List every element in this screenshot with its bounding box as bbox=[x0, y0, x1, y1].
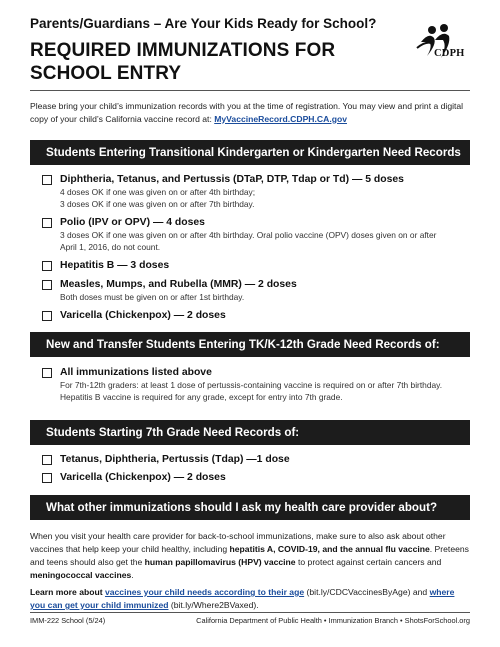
list-item bbox=[42, 216, 472, 253]
item-note: 4 doses OK if one was given on or after 4th birthday; bbox=[60, 187, 256, 197]
learn-more-paragraph bbox=[30, 586, 472, 612]
item-note: Both doses must be given on or after 1st birthday. bbox=[60, 292, 245, 302]
list-item bbox=[42, 309, 472, 322]
item-note: 3 doses OK if one was given on or after 7th birthday. bbox=[60, 199, 255, 209]
list-item bbox=[42, 453, 472, 466]
footer bbox=[30, 616, 470, 625]
checkbox[interactable] bbox=[42, 175, 52, 185]
paragraph-bold: meningococcal vaccines bbox=[30, 570, 132, 580]
item-note: Hepatitis B vaccine is required for any grade, except for entry into 7th grade. bbox=[60, 392, 343, 402]
item-note: For 7th-12th graders: at least 1 dose of pertussis-containing vaccine is required on or after 7th birthday. bbox=[60, 380, 443, 390]
section-heading-kindergarten: Students Entering Transitional Kindergarten or Kindergarten Need Records of: bbox=[30, 140, 470, 165]
vaccine-record-link[interactable]: MyVaccineRecord.CDPH.CA.gov bbox=[214, 113, 347, 124]
list-item bbox=[42, 366, 472, 403]
checkbox[interactable] bbox=[42, 368, 52, 378]
paragraph-text: When you visit your health care provider for back-to-school immunizations, make sure to also ask about other vaccines that help keep your child healthy, including bbox=[30, 531, 446, 554]
title-line-2: SCHOOL ENTRY bbox=[30, 63, 182, 84]
item-title: Tetanus, Diphtheria, Pertussis (Tdap) —1 dose bbox=[60, 454, 290, 465]
cdph-logo-icon bbox=[415, 22, 475, 66]
item-note: April 1, 2016, do not count. bbox=[60, 242, 161, 252]
item-note: 3 doses OK if one was given on or after 4th birthday. Oral polio vaccine (OPV) doses given on or after bbox=[60, 230, 437, 240]
list-item bbox=[42, 471, 472, 484]
intro-text: Please bring your child’s immunization records with you at the time of registration. You may view and print a digital copy of your child’s California vaccine record at: bbox=[30, 101, 464, 124]
item-title: Varicella (Chickenpox) — 2 doses bbox=[60, 310, 226, 321]
item-title: Polio (IPV or OPV) — 4 doses bbox=[60, 217, 205, 228]
section-heading-7th-grade: Students Starting 7th Grade Need Records of: bbox=[30, 420, 470, 445]
section-heading-new-transfer: New and Transfer Students Entering TK/K-12th Grade Need Records of: bbox=[30, 332, 470, 357]
paragraph-text: (bit.ly/CDCVaccinesByAge) and bbox=[304, 587, 430, 597]
list-item bbox=[42, 278, 472, 303]
where-to-get-immunized-link[interactable]: where you can get your child immunized bbox=[30, 587, 455, 610]
checkbox[interactable] bbox=[42, 280, 52, 290]
paragraph-bold: human papillomavirus (HPV) vaccine bbox=[144, 557, 296, 567]
footer-form-id: IMM-222 School (5/24) bbox=[30, 616, 106, 625]
footer-divider bbox=[30, 612, 470, 613]
checkbox[interactable] bbox=[42, 473, 52, 483]
title-line-1: REQUIRED IMMUNIZATIONS FOR bbox=[30, 40, 336, 61]
item-title: Hepatitis B — 3 doses bbox=[60, 260, 170, 271]
paragraph-text: (bit.ly/Where2BVaxed). bbox=[168, 600, 259, 610]
section-heading-other-immunizations: What other immunizations should I ask my health care provider about? bbox=[30, 495, 470, 520]
item-title: Measles, Mumps, and Rubella (MMR) — 2 doses bbox=[60, 279, 297, 290]
paragraph-text: . Preteens and teens should also get the bbox=[30, 544, 469, 567]
paragraph-bold: Learn more about bbox=[30, 587, 105, 597]
paragraph-text: to protect against certain cancers and bbox=[295, 557, 442, 567]
item-title: Varicella (Chickenpox) — 2 doses bbox=[60, 472, 226, 483]
page-title bbox=[30, 39, 335, 85]
checkbox[interactable] bbox=[42, 455, 52, 465]
vaccines-by-age-link[interactable]: vaccines your child needs according to their age bbox=[104, 587, 305, 597]
item-title: All immunizations listed above bbox=[60, 367, 212, 378]
intro-paragraph bbox=[30, 100, 472, 125]
paragraph-text: . bbox=[131, 570, 134, 580]
logo-text: CDPH bbox=[434, 48, 465, 59]
checkbox[interactable] bbox=[42, 218, 52, 228]
other-immunizations-paragraph bbox=[30, 530, 472, 582]
footer-department: California Department of Public Health • Immunization Branch • ShotsForSchool.org bbox=[196, 616, 470, 625]
checkbox[interactable] bbox=[42, 311, 52, 321]
paragraph-bold: hepatitis A, COVID-19, and the annual flu vaccine bbox=[229, 544, 430, 554]
divider bbox=[30, 90, 470, 91]
pre-title: Parents/Guardians – Are Your Kids Ready for School? bbox=[30, 16, 377, 31]
list-item bbox=[42, 259, 472, 272]
checkbox[interactable] bbox=[42, 261, 52, 271]
list-item bbox=[42, 173, 472, 210]
item-title: Diphtheria, Tetanus, and Pertussis (DTaP, DTP, Tdap or Td) — 5 doses bbox=[60, 174, 404, 185]
